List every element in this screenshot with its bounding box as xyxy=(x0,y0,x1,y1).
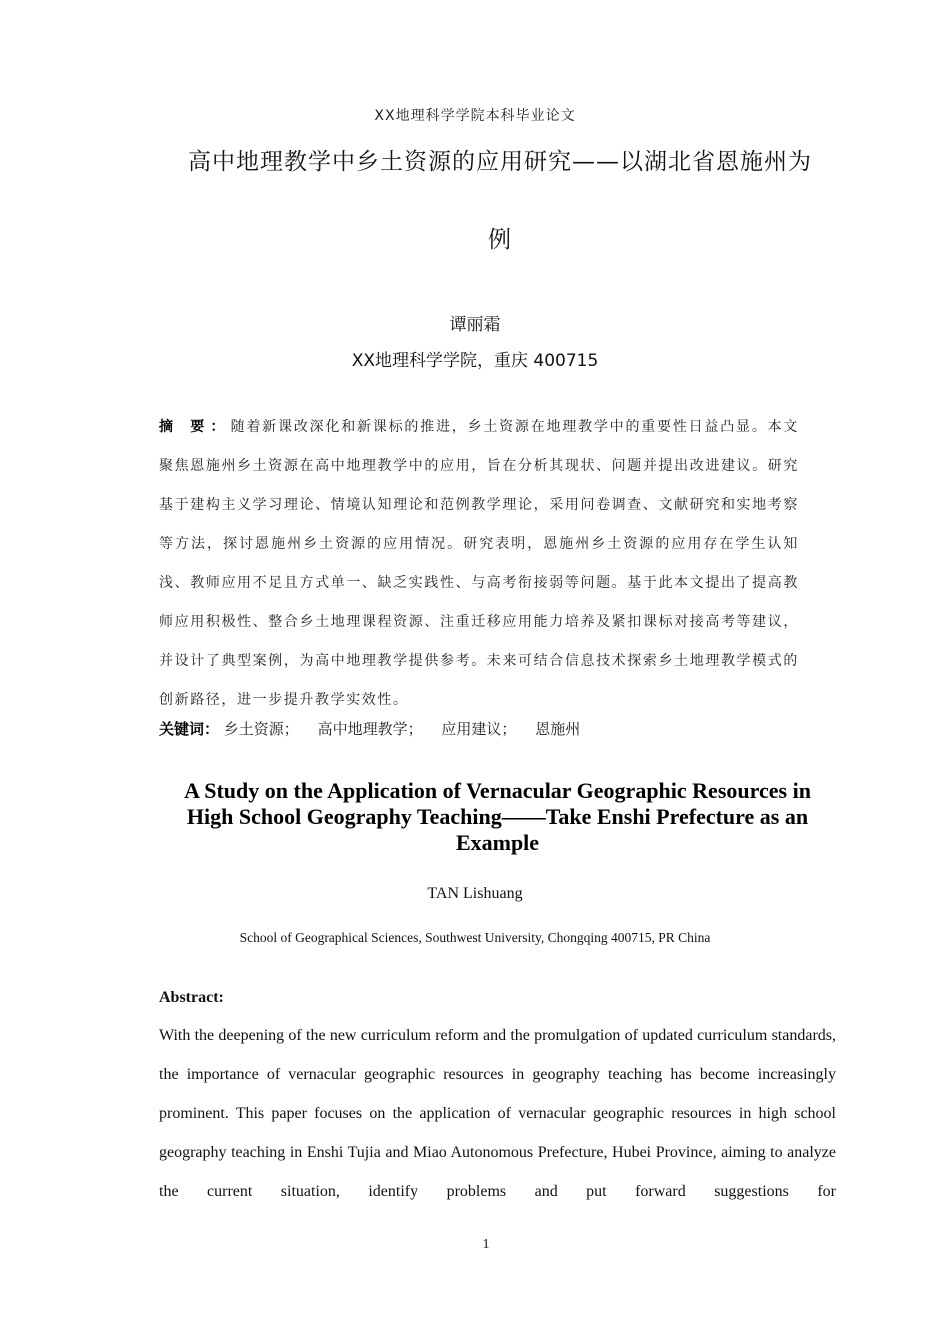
chinese-author: 谭丽霜 xyxy=(449,315,501,335)
english-title: A Study on the Application of Vernacular Geographic Resources in High School Geography Teaching——Take Enshi Prefecture as an Example xyxy=(184,778,811,855)
chinese-title-line-1: 高中地理教学中乡土资源的应用研究——以湖北省恩施州为 xyxy=(188,149,812,175)
chinese-title-line-2: 例 xyxy=(488,227,512,253)
chinese-keywords xyxy=(159,718,839,739)
chinese-abstract-text: 随着新课改深化和新课标的推进，乡土资源在地理教学中的重要性日益凸显。本文聚焦恩施州乡土资源在高中地理教学中的应用，旨在分析其现状、问题并提出改进建议。研究基于建构主义学习理论、情境认知理论和范例教学理论，采用问卷调查、文献研究和实地考察等方法，探讨恩施州乡土资源的应用情况。研究表明，恩施州乡土资源的应用存在学生认知浅、教师应用不足且方式单一、缺乏实践性、与高考衔接弱等问题。基于此本文提出了提高教师应用积极性、整合乡土地理课程资源、注重迁移应用能力培养及紧扣课标对接高考等建议，并设计了典型案例，为高中地理教学提供参考。未来可结合信息技术探索乡土地理教学模式的创新路径，进一步提升教学实效性。 xyxy=(159,419,799,708)
keyword: 高中地理教学； xyxy=(317,720,423,738)
english-abstract-text: With the deepening of the new curriculum reform and the promulgation of updated curriculum standards, the importance of vernacular geographic resources in geography teaching has become increasingly prominent. This paper focuses on the application of vernacular geographic resources in high school geography teaching in Enshi Tujia and Miao Autonomous Prefecture, Hubei Province, aiming to analyze the current situation, identify problems and put forward suggestions for xyxy=(159,1027,836,1200)
running-header: XX地理科学学院本科毕业论文 xyxy=(374,108,576,124)
keyword: 应用建议； xyxy=(441,720,517,738)
chinese-keywords-label: 关键词： xyxy=(159,720,220,738)
chinese-affiliation: XX地理科学学院，重庆 400715 xyxy=(351,351,599,371)
keyword: 恩施州 xyxy=(535,720,581,738)
english-abstract-label: Abstract: xyxy=(159,989,224,1006)
english-affiliation: School of Geographical Sciences, Southwest University, Chongqing 400715, PR China xyxy=(239,930,711,945)
chinese-abstract xyxy=(159,408,799,720)
chinese-abstract-label: 摘 要： xyxy=(159,419,231,435)
keyword: 乡土资源； xyxy=(223,720,299,738)
chinese-title xyxy=(150,140,850,262)
page-number: 1 xyxy=(482,1237,490,1252)
english-author: TAN Lishuang xyxy=(427,885,523,902)
